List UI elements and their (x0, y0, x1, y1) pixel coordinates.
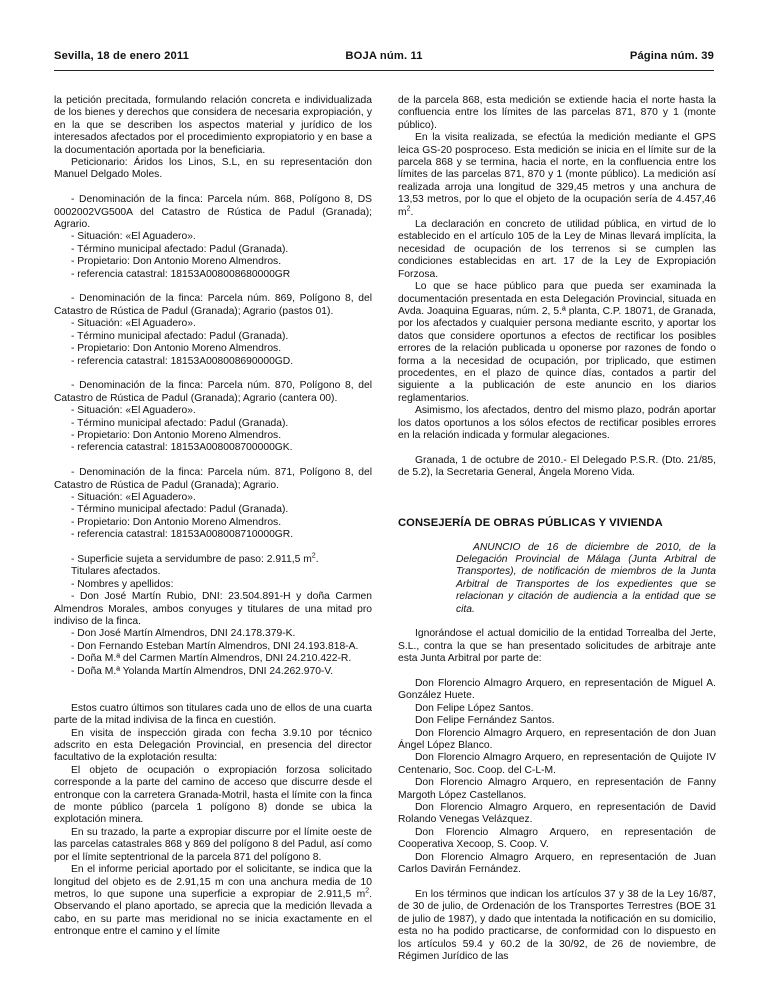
paragraph: - Don José Martín Almendros, DNI 24.178.379-K. (71, 628, 296, 640)
paragraph: - referencia catastral: 18153A008008680000GR (71, 268, 291, 280)
paragraph: En la visita realizada, se efectúa la medición mediante el GPS leica GS-20 posproceso. Esta medición se inicia en el límite sur de la parcela 868 y se termina, hacia el norte, en la confluencia entre los límites de las parcelas 871, 870 y 1 (monte público). La medición así realizada arroja una longitud de 329,45 metros y una anchura de 13,53 metros, por lo que el objeto de la ocupación sería de 4.457,46 $m^2$. (398, 132, 716, 218)
paragraph-spacer (54, 542, 372, 554)
header-rule (54, 70, 714, 71)
paragraph: de la parcela 868, esta medición se extiende hacia el norte hasta la confluencia entre los límites de las parcelas 871, 870 y 1 (monte público). (398, 95, 716, 131)
paragraph: - Situación: «El Aguadero». (71, 491, 196, 503)
header-page-number: Página núm. 39 (629, 50, 714, 62)
paragraph-spacer (398, 480, 716, 505)
paragraph: Estos cuatro últimos son titulares cada uno de ellos de una cuarta parte de la mitad indivisa de la finca en cuestión. (54, 702, 372, 727)
paragraph-spacer (398, 616, 716, 628)
paragraph-spacer (54, 182, 372, 194)
paragraph: - Doña M.ª del Carmen Martín Almendros, DNI 24.210.422-R. (71, 653, 352, 665)
paragraph: Don Felipe López Santos. (415, 702, 534, 714)
paragraph: - Término municipal afectado: Padul (Granada). (71, 417, 289, 429)
paragraph: - Término municipal afectado: Padul (Granada). (71, 504, 289, 516)
paragraph: - Propietario: Don Antonio Moreno Almendros. (71, 429, 282, 441)
paragraph: - Don José Martín Rubio, DNI: 23.504.891-H y doña Carmen Almendros Morales, ambos conyuges y titulares de una mitad pro indiviso de la finca. (54, 591, 372, 627)
paragraph-spacer (398, 442, 716, 454)
paragraph: Peticionario: Áridos los Linos, S.L, en su representación don Manuel Delgado Moles. (54, 157, 372, 181)
paragraph: En su trazado, la parte a expropiar discurre por el límite oeste de las parcelas catastrales 868 y 869 del polígono 8 del Padul, así como por el límite septentrional de la parcela 871 del polígono 8. (54, 826, 372, 863)
paragraph: La declaración en concreto de utilidad pública, en virtud de lo establecido en el artículo 105 de la Ley de Minas llevará implícita, la necesidad de ocupación de los terrenos si se cumplen las condiciones establecidas en art. 17 de la Ley de Expropiación Forzosa. (398, 219, 716, 280)
paragraph-spacer (398, 529, 716, 541)
left-column (54, 95, 372, 939)
paragraph: En el informe pericial aportado por el solicitante, se indica que la longitud del objeto es de 2.91,15 m con una anchura media de 10 metros, lo que supone una superficie a expropiar de 2.911,5 $m^2$. Observando el plano aportado, se aprecia que la medición llevada a cabo, en su parte mas meridional no se inicia exactamente en el entronque entre el camino y el límite (54, 864, 372, 938)
paragraph: Don Florencio Almagro Arquero, en representación de David Rolando Venegas Velázquez. (398, 802, 716, 826)
paragraph: - Nombres y apellidos: (71, 578, 174, 590)
paragraph: la petición precitada, formulando relación concreta e individualizada de los bienes y derechos que considera de necesaria expropiación, y en la que se describen los aspectos material y jurídico de los interesados afectados por el procedimiento expropiatorio y en base a la documentación aportada por la beneficiaria. (54, 95, 372, 156)
paragraph: - Don Fernando Esteban Martín Almendros, DNI 24.193.818-A. (71, 640, 359, 652)
paragraph: - Propietario: Don Antonio Moreno Almendros. (71, 343, 282, 355)
paragraph: En visita de inspección girada con fecha 3.9.10 por técnico adscrito en esta Delegación Provincial, en presencia del director facultativo de la explotación resulta: (54, 727, 372, 764)
paragraph: Don Florencio Almagro Arquero, en representación de Juan Carlos Davirán Fernández. (398, 851, 716, 876)
paragraph: Don Florencio Almagro Arquero, en representación de Quijote IV Centenario, Soc. Coop. del C-L-M. (398, 752, 716, 776)
paragraph: - Situación: «El Aguadero». (71, 318, 196, 330)
paragraph-spacer (54, 455, 372, 467)
section-heading: CONSEJERÍA DE OBRAS PÚBLICAS Y VIVIENDA (398, 516, 663, 529)
paragraph: - referencia catastral: 18153A008008690000GD. (71, 355, 294, 367)
paragraph: Lo que se hace público para que pueda ser examinada la documentación presentada en esta Delegación Provincial, situada en Avda. Joaquina Eguaras, núm. 2, 5.ª planta, C.P. 18071, de Granada, por los afectados y cualquier persona mediante escrito, y aportar los datos que considere oportunos a efectos de rectificar los posibles errores de la relación publicada u oponerse por razones de fondo o forma a la necesidad de ocupación, por triplicado, que estimen procedentes, en el plazo de quince días, contados a partir del siguiente a la publicación de este anuncio en los diarios reglamentarios. (398, 281, 716, 404)
paragraph-spacer (54, 368, 372, 380)
paragraph: Titulares afectados. (71, 566, 161, 578)
running-header (54, 50, 714, 68)
paragraph: - Doña M.ª Yolanda Martín Almendros, DNI 24.262.970-V. (71, 665, 334, 677)
paragraph: - Término municipal afectado: Padul (Granada). (71, 330, 289, 342)
paragraph: - referencia catastral: 18153A008008700000GK. (71, 442, 293, 454)
paragraph: Don Florencio Almagro Arquero, en representación de Cooperativa Xecoop, S. Coop. V. (398, 826, 716, 851)
paragraph-spacer (54, 678, 372, 703)
paragraph: El objeto de ocupación o expropiación forzosa solicitado corresponde a la parte del camino de acceso que discurre desde el entronque con la carretera Granada-Motril, hasta el límite con la finca de monte público (parcela 1 polígono 8) donde se ubica la explotación minera. (54, 764, 372, 826)
paragraph: Don Florencio Almagro Arquero, en representación de Miguel A. González Huete. (398, 678, 716, 702)
announcement-title: ANUNCIO de 16 de diciembre de 2010, de la Delegación Provincial de Málaga (Junta Arbitral de Transportes), de notificación de miembros de la Junta Arbitral de Transportes de los expedientes que se relacionan y citación de audiencia a la entidad que se cita. (456, 541, 716, 615)
paragraph: - Propietario: Don Antonio Moreno Almendros. (71, 256, 282, 268)
paragraph: Asimismo, los afectados, dentro del mismo plazo, podrán aportar los datos oportunos a los sólos efectos de rectificar posibles errores en la relación indicada y formular alegaciones. (398, 405, 716, 441)
paragraph: - Propietario: Don Antonio Moreno Almendros. (71, 516, 282, 528)
paragraph-spacer (398, 666, 716, 678)
paragraph: - Superficie sujeta a servidumbre de paso: 2.911,5 $m^2$. (71, 552, 319, 565)
paragraph-spacer (54, 281, 372, 293)
paragraph-spacer (398, 504, 716, 516)
paragraph: Don Florencio Almagro Arquero, en representación de Fanny Margoth López Castellanos. (398, 777, 716, 801)
paragraph: - Situación: «El Aguadero». (71, 405, 196, 417)
paragraph: - referencia catastral: 18153A008008710000GR. (71, 529, 294, 541)
paragraph: Ignorándose el actual domicilio de la entidad Torrealba del Jerte, S.L., contra la que se han presentado solicitudes de arbitraje ante esta Junta Arbitral por parte de: (398, 628, 716, 665)
paragraph: - Denominación de la finca: Parcela núm. 869, Polígono 8, del Catastro de Rústica de Padul (Granada); Agrario (pastos 01). (54, 293, 372, 317)
paragraph: - Denominación de la finca: Parcela núm. 868, Polígono 8, DS 0002002VG500A del Catastro de Rústica de Padul (Granada); Agrario. (54, 194, 372, 231)
paragraph: Granada, 1 de octubre de 2010.- El Delegado P.S.R. (Dto. 21/85, de 5.2), la Secretaria General, Ángela Moreno Vida. (398, 454, 716, 479)
paragraph: - Situación: «El Aguadero». (71, 231, 196, 243)
paragraph: Don Florencio Almagro Arquero, en representación de don Juan Ángel López Blanco. (398, 727, 716, 752)
header-journal: BOJA núm. 11 (345, 50, 423, 62)
paragraph: - Denominación de la finca: Parcela núm. 870, Polígono 8, del Catastro de Rústica de Padul (Granada); Agrario (cantera 00). (54, 380, 372, 404)
paragraph: - Término municipal afectado: Padul (Granada). (71, 243, 289, 255)
paragraph-spacer (398, 877, 716, 889)
paragraph: En los términos que indican los artículos 37 y 38 de la Ley 16/87, de 30 de julio, de Ordenación de los Transportes Terrestres (BOE 31 de julio de 1987), y dado que intentada la notificación en su domicilio, esta no ha podido practicarse, de conformidad con lo dispuesto en los artículos 59.4 y 60.2 de la 30/92, de 26 de noviembre, de Régimen Jurídico de las (398, 888, 716, 962)
right-column (398, 95, 716, 963)
header-date: Sevilla, 18 de enero 2011 (54, 50, 189, 62)
paragraph: Don Felipe Fernández Santos. (415, 715, 555, 727)
paragraph: - Denominación de la finca: Parcela núm. 871, Polígono 8, del Catastro de Rústica de Padul (Granada); Agrario. (54, 467, 372, 491)
